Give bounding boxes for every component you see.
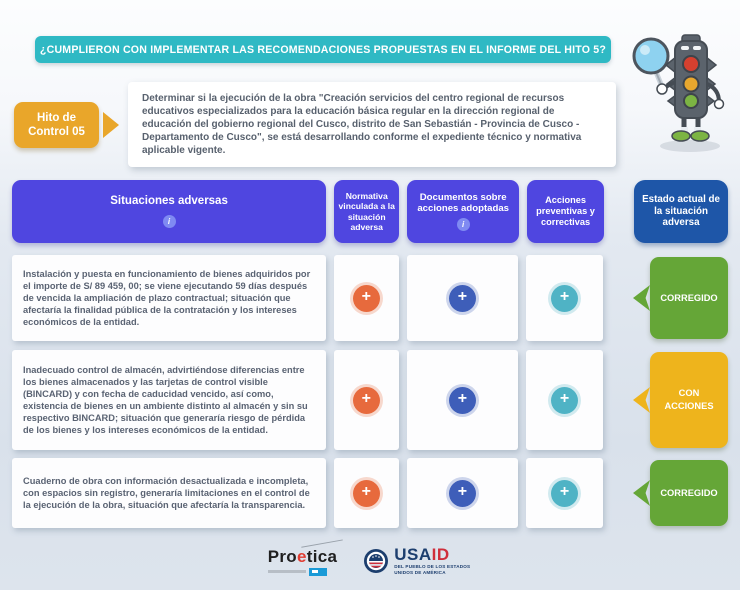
status-badge xyxy=(650,257,728,339)
info-icon[interactable]: i xyxy=(457,218,470,231)
header-normativa-label: Normativa vinculada a la situación adversa xyxy=(338,191,395,232)
acciones-cell xyxy=(526,458,603,528)
traffic-light-mascot-icon xyxy=(630,26,734,161)
page-title: ¿CUMPLIERON CON IMPLEMENTAR LAS RECOMENDACIONES PROPUESTAS EN EL INFORME DEL HITO 5? xyxy=(39,43,607,56)
hito-arrow-icon xyxy=(103,112,119,138)
header-situaciones xyxy=(12,180,326,243)
header-acciones xyxy=(527,180,604,243)
normativa-cell xyxy=(334,255,399,341)
table-row xyxy=(12,255,728,341)
info-icon[interactable]: i xyxy=(163,215,176,228)
status-badge xyxy=(650,460,728,526)
usaid-wordmark: USAID xyxy=(394,545,450,564)
status-column xyxy=(633,350,728,450)
objective-text: Determinar si la ejecución de la obra "Creación servicios del centro regional de recursos educativos especializados para la educación básica regular en la dirección regional de educación del gobierno regional del Cusco, distrito de San Sebastián - Provincia de Cusco - Departamento de Cusco", se está desarrollando conforme el expediente técnico y normativa aplicable vigente. xyxy=(142,92,582,157)
situation-text: Inadecuado control de almacén, advirtiéndose diferencias entre los bienes almacenados y las tarjetas de control visible (BINCARD) y con fecha de caducidad vencido, así como, existencia de bienes en un ambiente distinto al almacén y sin su respectivo BINCARD; situación que generaría riesgo de pérdida de los bienes y los intereses económicos de la entidad. xyxy=(23,364,308,436)
plus-button-documentos[interactable]: + xyxy=(449,285,476,312)
plus-button-acciones[interactable]: + xyxy=(551,480,578,507)
status-label: CORREGIDO xyxy=(660,487,718,498)
proetica-tagline-mark xyxy=(268,568,327,576)
situation-text: Cuaderno de obra con información desactualizada e incompleta, con espacios sin registro, generaría limitaciones en el control de la ejecución de la obra, situación que afectaría la transparencia. xyxy=(23,475,310,511)
header-documentos xyxy=(407,180,519,243)
table-row xyxy=(12,350,728,450)
plus-button-normativa[interactable]: + xyxy=(353,387,380,414)
header-acciones-label: Acciones preventivas y correctivas xyxy=(536,195,595,227)
normativa-cell xyxy=(334,458,399,528)
acciones-cell xyxy=(526,350,603,450)
documentos-cell xyxy=(407,350,518,450)
header-situaciones-label: Situaciones adversas xyxy=(110,195,228,208)
plus-button-documentos[interactable]: + xyxy=(449,387,476,414)
plus-button-acciones[interactable]: + xyxy=(551,285,578,312)
usaid-seal-icon xyxy=(363,548,389,574)
usaid-tagline: DEL PUEBLO DE LOS ESTADOS UNIDOS DE AMÉRICA xyxy=(394,564,471,576)
footer-logos xyxy=(0,546,740,577)
situation-cell xyxy=(12,255,326,341)
plus-button-normativa[interactable]: + xyxy=(353,480,380,507)
plus-button-documentos[interactable]: + xyxy=(449,480,476,507)
status-column xyxy=(633,458,728,528)
status-column xyxy=(633,255,728,341)
situation-text: Instalación y puesta en funcionamiento de bienes adquiridos por el importe de S/ 89 459, 00; se viene ejecutando 59 días después de vencida la ampliación de plazo contractual; situación que afectaría la finalidad pública de la contratación y los intereses económicos de la entidad. xyxy=(23,268,311,328)
hito-control-badge xyxy=(14,102,119,148)
usaid-logo xyxy=(363,546,472,577)
status-arrow-icon xyxy=(633,387,650,413)
header-normativa xyxy=(334,180,399,243)
hito-line2: Control 05 xyxy=(28,126,85,138)
situation-cell xyxy=(12,458,326,528)
documentos-cell xyxy=(407,255,518,341)
normativa-cell xyxy=(334,350,399,450)
plus-button-acciones[interactable]: + xyxy=(551,387,578,414)
adverse-situations-table xyxy=(12,180,728,528)
table-header-row xyxy=(12,180,728,243)
header-estado-label: Estado actual de la situación adversa xyxy=(642,194,720,229)
title-banner xyxy=(35,36,611,63)
proetica-wordmark: Proetica xyxy=(267,546,338,566)
table-row xyxy=(12,458,728,528)
status-badge xyxy=(650,352,728,448)
header-documentos-label: Documentos sobre acciones adoptadas xyxy=(417,191,510,214)
acciones-cell xyxy=(526,255,603,341)
status-arrow-icon xyxy=(633,480,650,506)
status-arrow-icon xyxy=(633,285,650,311)
header-estado xyxy=(634,180,728,243)
proetica-logo xyxy=(268,547,338,576)
plus-button-normativa[interactable]: + xyxy=(353,285,380,312)
hito-line1: Hito de xyxy=(37,111,76,124)
status-label: CORREGIDO xyxy=(660,292,718,303)
documentos-cell xyxy=(407,458,518,528)
objective-box xyxy=(128,82,616,167)
situation-cell xyxy=(12,350,326,450)
status-label: CON ACCIONES xyxy=(664,388,714,411)
